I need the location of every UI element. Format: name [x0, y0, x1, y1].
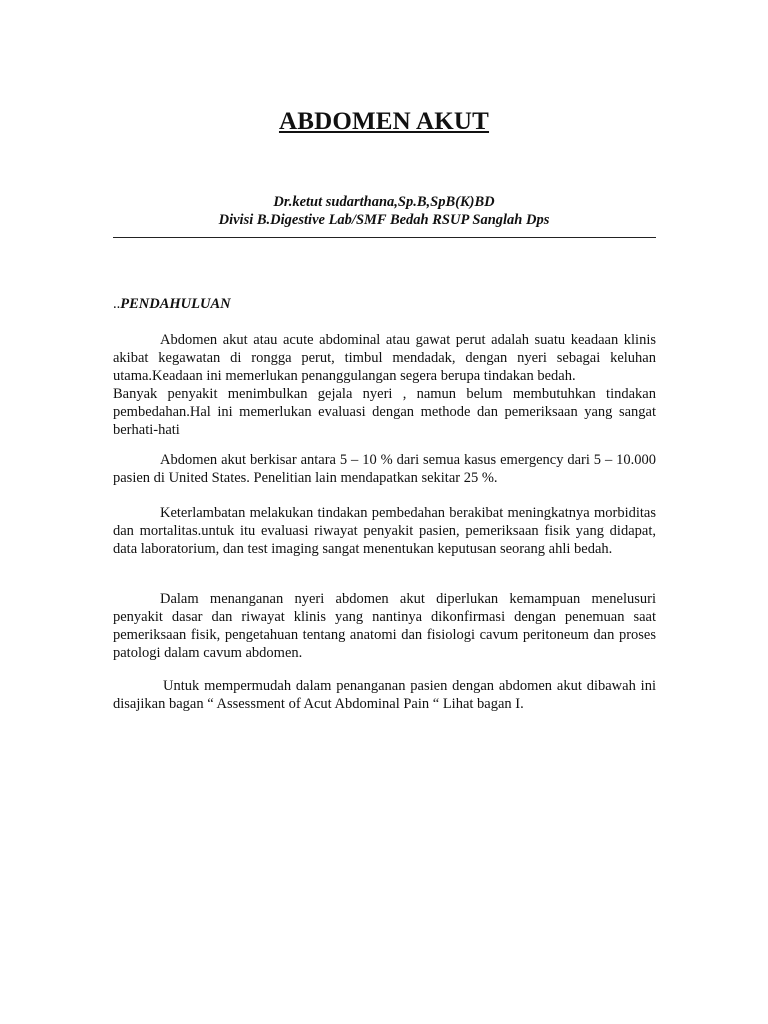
author-block: [0, 193, 768, 229]
paragraph-definition: Abdomen akut atau acute abdominal atau gawat perut adalah suatu keadaan klinis akibat kegawatan di rongga perut, timbul mendadak, dengan nyeri sebagai keluhan utama.Keadaan ini memerlukan penanggulangan segera berupa tindakan bedah.: [113, 332, 656, 384]
paragraph-delay: Keterlambatan melakukan tindakan pembedahan berakibat meningkatnya morbiditas dan mortalitas.untuk itu evaluasi riwayat penyakit pasien, pemeriksaan fisik yang didapat, data laboratorium, dan test imaging sangat menentukan keputusan seorang ahli bedah.: [113, 505, 656, 557]
paragraph-delay-block: [113, 504, 656, 558]
document-title: ABDOMEN AKUT: [278, 108, 490, 135]
paragraph-assessment-block: [113, 677, 656, 713]
header-divider: [113, 237, 656, 238]
paragraph-management: Dalam menanganan nyeri abdomen akut diperlukan kemampuan menelusuri penyakit dasar dan riwayat klinis yang nantinya dikonfirmasi dengan penemuan saat pemeriksaan fisik, pengetahuan tentang anatomi dan fisiologi cavum peritoneum dan proses patologi dalam cavum abdomen.: [113, 591, 656, 661]
section-heading: [113, 296, 231, 313]
author-line: Dr.ketut sudarthana,Sp.B,SpB(K)BD: [273, 194, 495, 210]
paragraph-group-intro: [113, 331, 656, 439]
paragraph-incidence-block: [113, 451, 656, 487]
paragraph-evaluation: Banyak penyakit menimbulkan gejala nyeri , namun belum membutuhkan tindakan pembedahan.Hal ini memerlukan evaluasi dengan methode dan pemeriksaan yang sangat berhati-hati: [113, 386, 656, 438]
section-heading-text: PENDAHULUAN: [120, 296, 231, 312]
paragraph-assessment: Untuk mempermudah dalam penanganan pasien dengan abdomen akut dibawah ini disajikan bagan “ Assessment of Acut Abdominal Pain “ Lihat bagan I.: [113, 678, 656, 712]
section-heading-prefix: ..: [113, 296, 121, 312]
affiliation-line: Divisi B.Digestive Lab/SMF Bedah RSUP Sanglah Dps: [218, 212, 550, 228]
paragraph-incidence: Abdomen akut berkisar antara 5 – 10 % dari semua kasus emergency dari 5 – 10.000 pasien di United States. Penelitian lain mendapatkan sekitar 25 %.: [113, 452, 656, 486]
paragraph-management-block: [113, 590, 656, 662]
